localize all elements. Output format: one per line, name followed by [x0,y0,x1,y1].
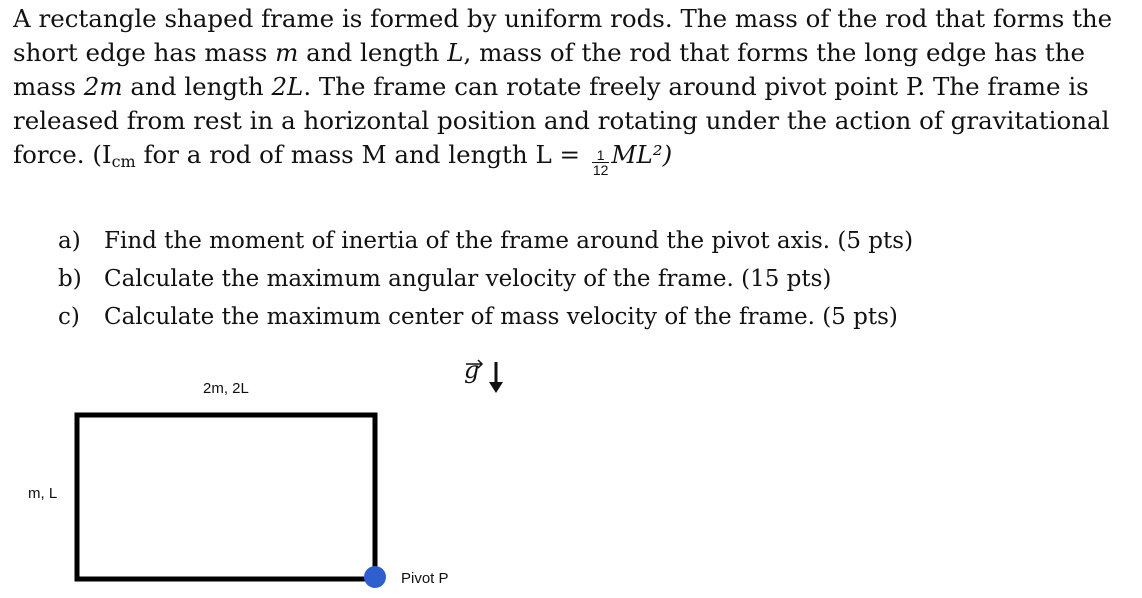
subscript-cm: cm [111,152,136,171]
problem-text: . The frame can rotate freely around pivot point P. The frame is [303,72,1089,101]
gravity-symbol: g [464,356,480,384]
problem-text: mass [13,72,84,101]
gravity-arrow-head [489,382,503,393]
fraction-denominator: 12 [592,162,609,178]
fraction-numerator: 1 [596,147,605,163]
problem-text: A rectangle shaped frame is formed by uniform rods. The mass of the rod that forms the [13,4,1113,33]
inertia-formula: ML²) [611,140,673,169]
question-text: Calculate the maximum angular velocity of the frame. (15 pts) [104,266,832,292]
length-symbol: L [447,38,464,67]
short-edge-label: m, L [28,485,58,502]
question-label: b) [58,266,82,292]
problem-text: short edge has mass [13,38,276,67]
rectangular-frame [77,415,375,579]
question-label: c) [58,304,80,330]
pivot-point-icon [364,566,386,588]
problem-text: and length [122,72,272,101]
problem-text: for a rod of mass M and length L = [135,140,588,169]
question-label: a) [58,228,81,254]
mass-symbol: 2m [83,72,123,101]
question-text: Calculate the maximum center of mass velocity of the frame. (5 pts) [104,304,898,330]
problem-text: released from rest in a horizontal position and rotating under the action of gravitational [13,106,1110,135]
pivot-label: Pivot P [401,570,449,587]
question-text: Find the moment of inertia of the frame around the pivot axis. (5 pts) [104,228,914,254]
problem-text: force. (I [13,140,112,169]
length-symbol: 2L [271,72,304,101]
problem-text: , mass of the rod that forms the long edge has the [463,38,1086,67]
long-edge-label: 2m, 2L [203,380,249,397]
problem-text: and length [298,38,448,67]
mass-symbol: m [275,38,299,67]
